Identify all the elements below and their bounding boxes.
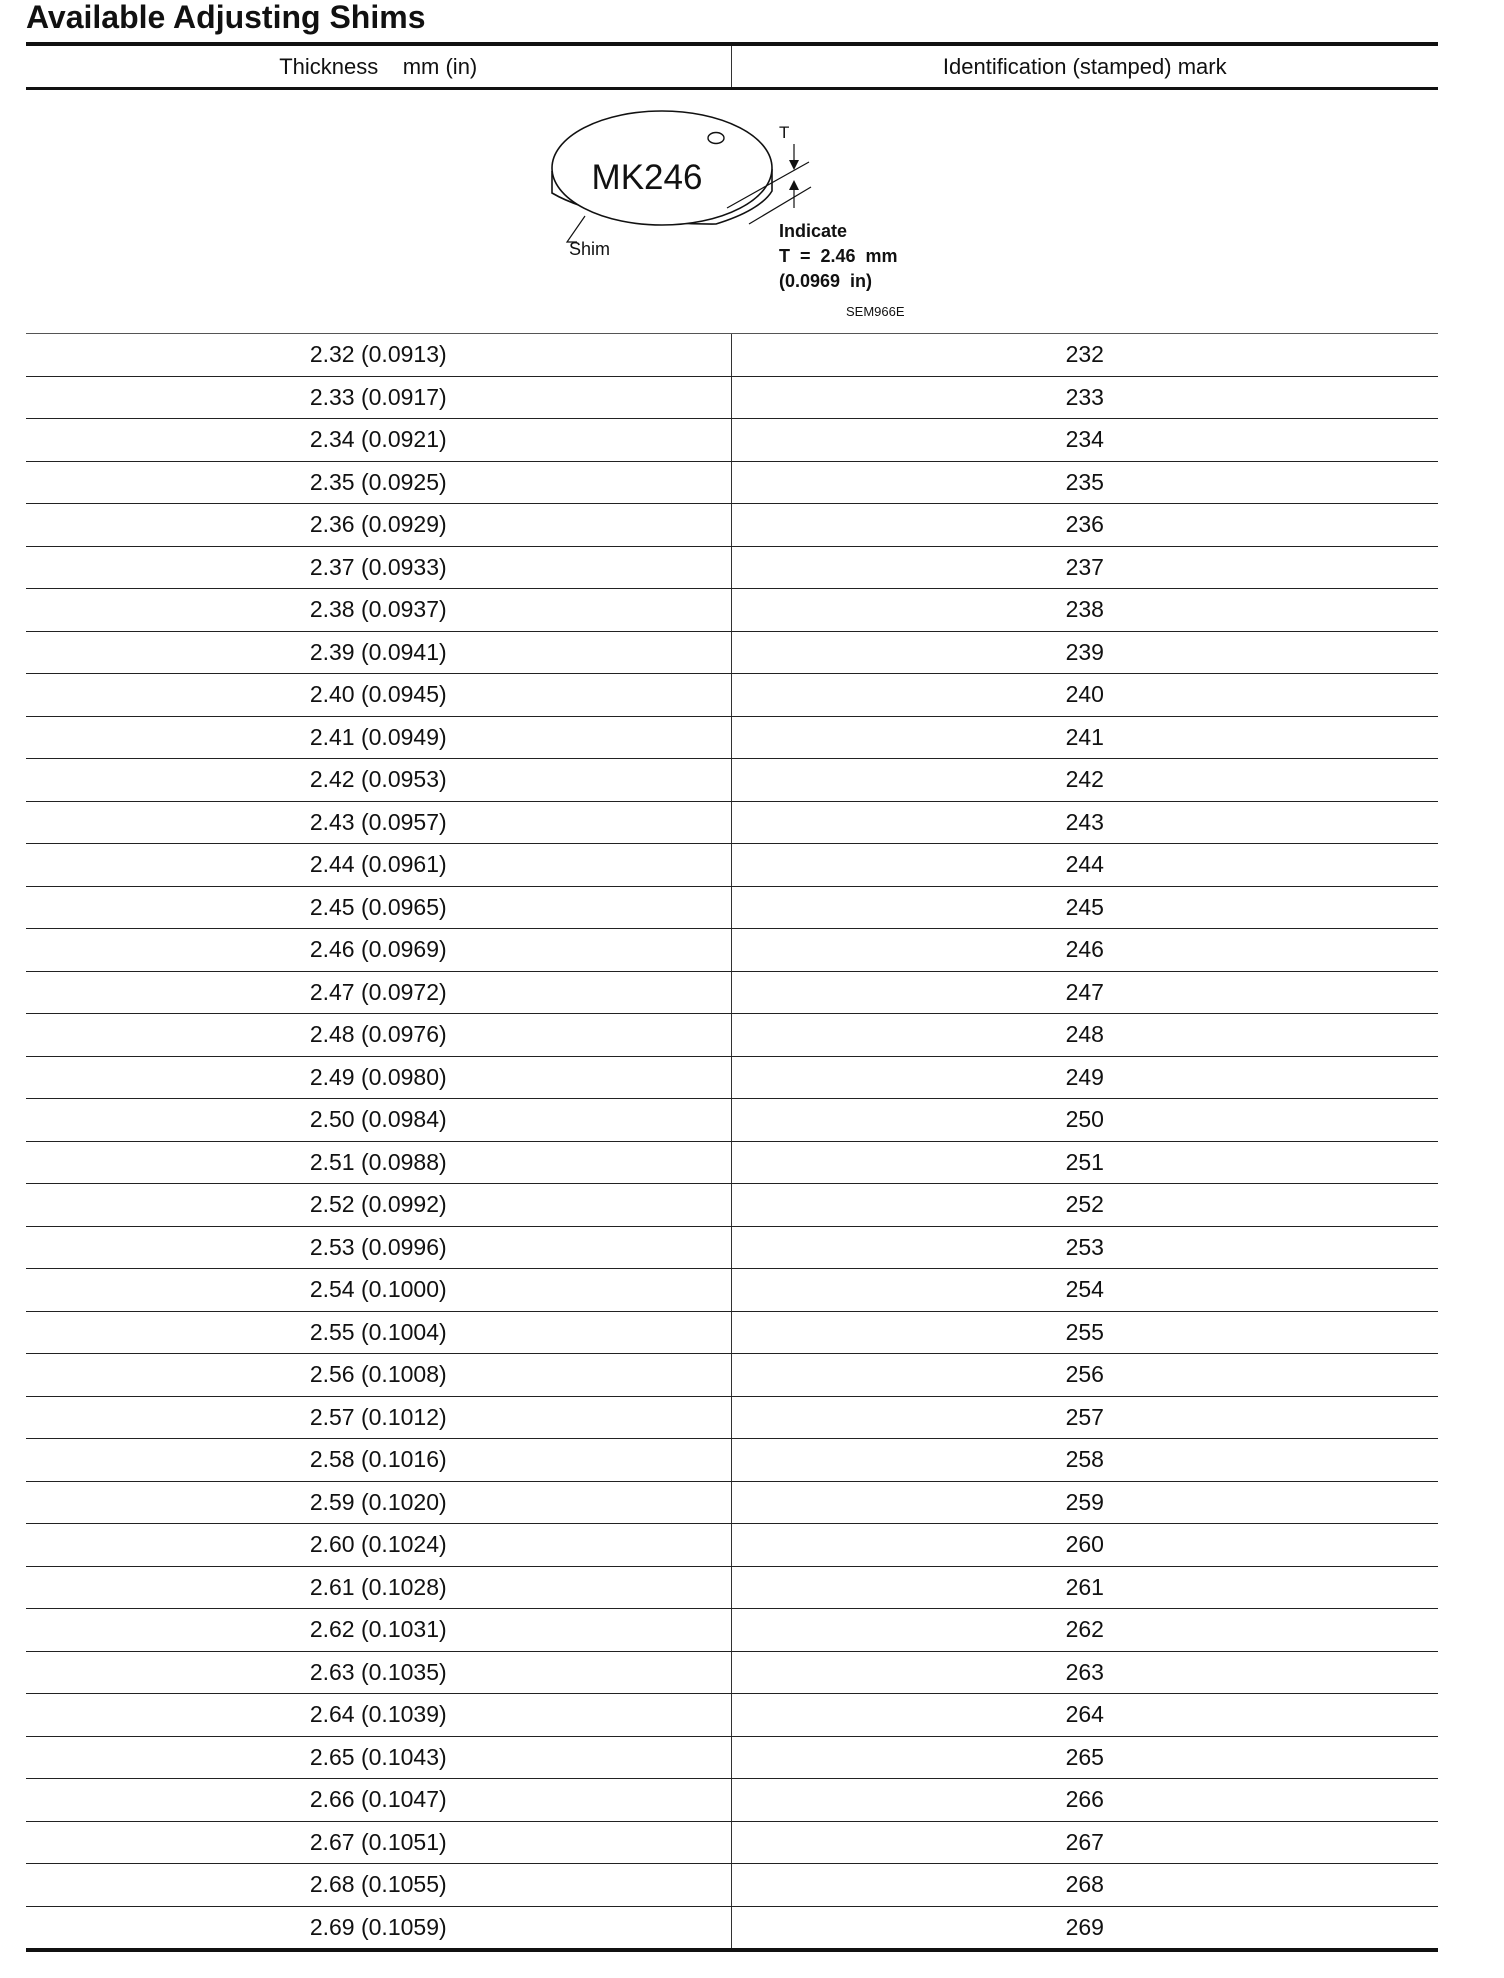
thickness-cell: 2.46 (0.0969) (26, 929, 731, 972)
header-row (26, 44, 1438, 89)
identification-mark-cell: 254 (731, 1269, 1438, 1312)
identification-mark-cell: 269 (731, 1906, 1438, 1950)
thickness-header: Thickness mm (in) (26, 44, 731, 89)
identification-mark-cell: 233 (731, 376, 1438, 419)
identification-mark-cell: 240 (731, 674, 1438, 717)
thickness-cell: 2.63 (0.1035) (26, 1651, 731, 1694)
table-row (26, 1481, 1438, 1524)
identification-mark-cell: 237 (731, 546, 1438, 589)
table-row (26, 759, 1438, 802)
identification-mark-cell: 266 (731, 1779, 1438, 1822)
thickness-cell: 2.52 (0.0992) (26, 1184, 731, 1227)
table-row (26, 376, 1438, 419)
thickness-cell: 2.48 (0.0976) (26, 1014, 731, 1057)
thickness-cell: 2.61 (0.1028) (26, 1566, 731, 1609)
identification-mark-cell: 248 (731, 1014, 1438, 1057)
table-row (26, 971, 1438, 1014)
identification-mark-cell: 267 (731, 1821, 1438, 1864)
table-row (26, 1014, 1438, 1057)
thickness-cell: 2.51 (0.0988) (26, 1141, 731, 1184)
dimension-arrowhead-bottom (789, 180, 799, 190)
identification-mark-cell: 251 (731, 1141, 1438, 1184)
table-row (26, 1184, 1438, 1227)
table-row (26, 1906, 1438, 1950)
thickness-cell: 2.53 (0.0996) (26, 1226, 731, 1269)
identification-mark-cell: 263 (731, 1651, 1438, 1694)
shim-table (26, 42, 1438, 1952)
table-row (26, 1736, 1438, 1779)
thickness-cell: 2.43 (0.0957) (26, 801, 731, 844)
identification-mark-cell: 245 (731, 886, 1438, 929)
identification-mark-cell: 259 (731, 1481, 1438, 1524)
table-row (26, 1566, 1438, 1609)
thickness-cell: 2.38 (0.0937) (26, 589, 731, 632)
identification-mark-cell: 242 (731, 759, 1438, 802)
thickness-cell: 2.64 (0.1039) (26, 1694, 731, 1737)
identification-mark-cell: 235 (731, 461, 1438, 504)
table-row (26, 844, 1438, 887)
thickness-cell: 2.62 (0.1031) (26, 1609, 731, 1652)
thickness-cell: 2.68 (0.1055) (26, 1864, 731, 1907)
table-row (26, 716, 1438, 759)
table-row (26, 546, 1438, 589)
identification-mark-cell: 243 (731, 801, 1438, 844)
identification-mark-cell: 234 (731, 419, 1438, 462)
identification-mark-cell: 255 (731, 1311, 1438, 1354)
thickness-cell: 2.50 (0.0984) (26, 1099, 731, 1142)
identification-mark-cell: 268 (731, 1864, 1438, 1907)
identification-mark-cell: 262 (731, 1609, 1438, 1652)
identification-mark-cell: 238 (731, 589, 1438, 632)
identification-mark-cell: 244 (731, 844, 1438, 887)
thickness-cell: 2.47 (0.0972) (26, 971, 731, 1014)
identification-mark-cell: 241 (731, 716, 1438, 759)
table-row (26, 1226, 1438, 1269)
thickness-cell: 2.49 (0.0980) (26, 1056, 731, 1099)
table-row (26, 1311, 1438, 1354)
thickness-cell: 2.59 (0.1020) (26, 1481, 731, 1524)
thickness-cell: 2.56 (0.1008) (26, 1354, 731, 1397)
table-row (26, 589, 1438, 632)
identification-mark-cell: 247 (731, 971, 1438, 1014)
table-row (26, 334, 1438, 377)
thickness-cell: 2.57 (0.1012) (26, 1396, 731, 1439)
thickness-cell: 2.35 (0.0925) (26, 461, 731, 504)
identification-mark-cell: 249 (731, 1056, 1438, 1099)
thickness-cell: 2.33 (0.0917) (26, 376, 731, 419)
indicate-note-line2: T = 2.46 mm (779, 246, 898, 266)
table-row (26, 1141, 1438, 1184)
table-row (26, 929, 1438, 972)
figure-code: SEM966E (846, 304, 905, 319)
identification-mark-cell: 257 (731, 1396, 1438, 1439)
dimension-t-label: T (779, 123, 790, 142)
identification-mark-cell: 261 (731, 1566, 1438, 1609)
table-row (26, 1056, 1438, 1099)
table-row (26, 1779, 1438, 1822)
table-row (26, 801, 1438, 844)
table-row (26, 886, 1438, 929)
table-row (26, 631, 1438, 674)
identification-mark-cell: 236 (731, 504, 1438, 547)
identification-mark-header: Identification (stamped) mark (731, 44, 1438, 89)
thickness-cell: 2.36 (0.0929) (26, 504, 731, 547)
thickness-cell: 2.67 (0.1051) (26, 1821, 731, 1864)
shim-stamp-mark: MK246 (591, 158, 703, 197)
thickness-cell: 2.65 (0.1043) (26, 1736, 731, 1779)
identification-mark-cell: 253 (731, 1226, 1438, 1269)
thickness-cell: 2.37 (0.0933) (26, 546, 731, 589)
table-row (26, 1651, 1438, 1694)
thickness-cell: 2.41 (0.0949) (26, 716, 731, 759)
thickness-cell: 2.58 (0.1016) (26, 1439, 731, 1482)
table-row (26, 1694, 1438, 1737)
identification-mark-cell: 264 (731, 1694, 1438, 1737)
thickness-cell: 2.54 (0.1000) (26, 1269, 731, 1312)
table-row (26, 1099, 1438, 1142)
table-row (26, 1864, 1438, 1907)
table-row (26, 504, 1438, 547)
table-row (26, 1354, 1438, 1397)
thickness-cell: 2.66 (0.1047) (26, 1779, 731, 1822)
thickness-cell: 2.55 (0.1004) (26, 1311, 731, 1354)
table-row (26, 674, 1438, 717)
table-row (26, 1396, 1438, 1439)
thickness-cell: 2.40 (0.0945) (26, 674, 731, 717)
indicate-note-line3: (0.0969 in) (779, 271, 873, 291)
identification-mark-cell: 250 (731, 1099, 1438, 1142)
table-row (26, 1269, 1438, 1312)
identification-mark-cell: 256 (731, 1354, 1438, 1397)
thickness-cell: 2.44 (0.0961) (26, 844, 731, 887)
identification-mark-cell: 258 (731, 1439, 1438, 1482)
table-row (26, 461, 1438, 504)
identification-mark-cell: 252 (731, 1184, 1438, 1227)
thickness-cell: 2.32 (0.0913) (26, 334, 731, 377)
thickness-cell: 2.69 (0.1059) (26, 1906, 731, 1950)
thickness-cell: 2.45 (0.0965) (26, 886, 731, 929)
page-title: Available Adjusting Shims (26, 0, 426, 35)
thickness-cell: 2.60 (0.1024) (26, 1524, 731, 1567)
table-row (26, 1524, 1438, 1567)
table-row (26, 419, 1438, 462)
table-row (26, 1439, 1438, 1482)
table-row (26, 1821, 1438, 1864)
shim-part-label: Shim (569, 239, 611, 259)
thickness-cell: 2.42 (0.0953) (26, 759, 731, 802)
figure-cell (26, 89, 1438, 334)
thickness-cell: 2.34 (0.0921) (26, 419, 731, 462)
identification-mark-cell: 232 (731, 334, 1438, 377)
indicate-note-line1: Indicate (779, 221, 848, 241)
table-row (26, 1609, 1438, 1652)
identification-mark-cell: 239 (731, 631, 1438, 674)
identification-mark-cell: 246 (731, 929, 1438, 972)
thickness-cell: 2.39 (0.0941) (26, 631, 731, 674)
shim-illustration (549, 98, 929, 330)
shim-hole-icon (708, 133, 724, 144)
identification-mark-cell: 260 (731, 1524, 1438, 1567)
figure-row (26, 89, 1438, 334)
identification-mark-cell: 265 (731, 1736, 1438, 1779)
